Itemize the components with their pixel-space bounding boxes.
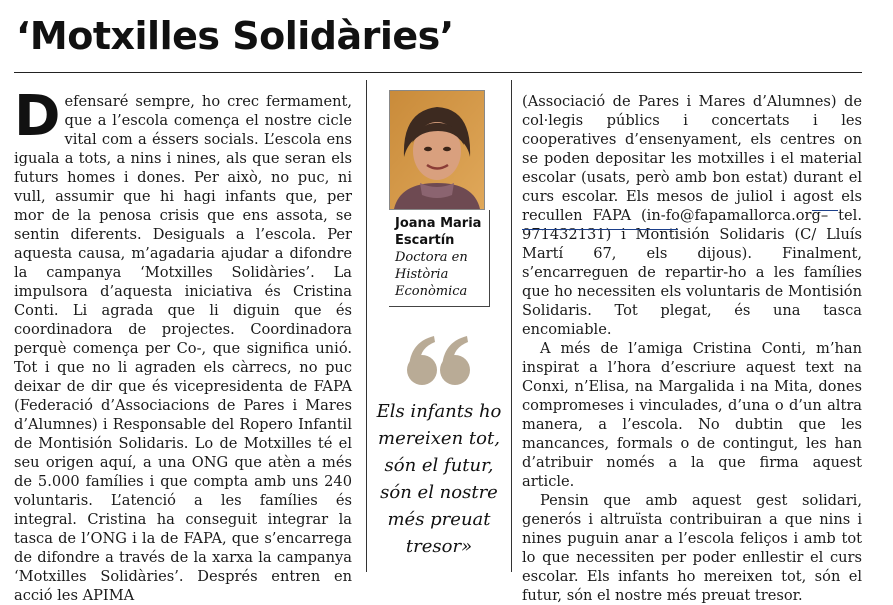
column-divider-right xyxy=(511,80,512,572)
pull-quote: Els infants ho mereixen tot, són el futur, són el nostre més preuat tresor» xyxy=(376,401,502,557)
drop-cap: D xyxy=(14,84,61,149)
column-3 xyxy=(522,92,862,604)
paragraph-3: A més de l’amiga Cristina Conti, m’han inspirat a l’hora d’escriure aquest text na Conxi, n’Elisa, na Margalida i na Mita, dones compromeses i vinculades, d’una o d’un altra manera, a l’escola. No dubtin que les mancances, formals o de contingut, les han d’atribuir només a la que firma aquest article. xyxy=(522,340,862,490)
paragraph-2-text-a: (Associació de Pares i Mares d’Alumnes) de col·legis públics i concertats i les cooperatives d’ensenyament, els centres on se poden depositar les motxilles i el material escolar (usats, però amb bon estat) durant el curs escolar. Els mesos de juliol i agost els recullen FAPA (in- xyxy=(522,93,862,224)
title-rule xyxy=(14,72,862,73)
author-photo xyxy=(389,90,485,210)
email-underline-start xyxy=(812,210,838,211)
article-title: ‘Motxilles Solidàries’ xyxy=(16,14,454,58)
column-divider-left xyxy=(366,80,367,572)
quote-icon xyxy=(404,330,474,394)
paragraph-4: Pensin que amb aquest gest solidari, generós i altruïsta contribuiran a que nins i nines puguin anar a l’escola feliços i amb tot lo que necessiten per poder enllestir el curs escolar. Els infants ho mereixen tot, són el futur, són el nostre més preuat tresor. xyxy=(522,492,862,604)
paragraph-1 xyxy=(14,84,352,605)
email-underline xyxy=(522,229,678,230)
author-card xyxy=(389,210,490,307)
paragraph-2-text-b: – tel. 971432131) i Montisión Solidaris (C/ Lluís Martí 67, els dijous). Finalment, s’encarreguen de repartir-ho a les famílies que ho necessiten els voluntaris de Montisión Solidaris. Tot plegat, és una tasca encomiable. xyxy=(522,207,862,338)
author-box xyxy=(389,90,485,307)
email-link[interactable]: fo@fapamallorca.org xyxy=(665,207,821,224)
column-1 xyxy=(14,84,352,604)
author-name: Joana Maria Escartín xyxy=(395,216,482,248)
author-role: Doctora en Història Econòmica xyxy=(395,250,468,299)
paragraph-2 xyxy=(522,92,862,339)
paragraph-1-text: efensaré sempre, ho crec fermament, que a l’escola comença el nostre cicle vital com a éssers socials. L’escola ens iguala a tots, a nins i nines, als que seran els futurs homes i dones. Per això, no puc, ni vull, assumir que hi hagi infants que, per mor de la penosa crisis que ens assota, se sentin diferents. Desiguals a l’escola. Per aquesta causa, m’agadaria ajudar a difondre la campanya ‘Motxilles Solidàries’. La impulsora d’aquesta iniciativa és Cristina Conti. Li agrada que li diguin que és coordinadora de projectes. Coordinadora perquè comença per Co-, que significa unió. Tot i que no li agraden els càrrecs, no puc deixar de dir que és vicepresidenta de FAPA (Federació d’Associacions de Pares i Mares d’Alumnes) i Responsable del Ropero Infantil de Montisión Solidaris. Lo de Motxilles té el seu origen aquí, a una ONG que atèn a més de 5.000 famílies i que compta amb uns 240 voluntaris. L’atenció a les famílies és integral. Cristina ha conseguit integrar la tasca de l’ONG i la de FAPA, que s’encarrega de difondre a través de la xarxa la campanya ‘Motxilles Solidàries’. Després entren en acció les APIMA xyxy=(14,93,352,604)
